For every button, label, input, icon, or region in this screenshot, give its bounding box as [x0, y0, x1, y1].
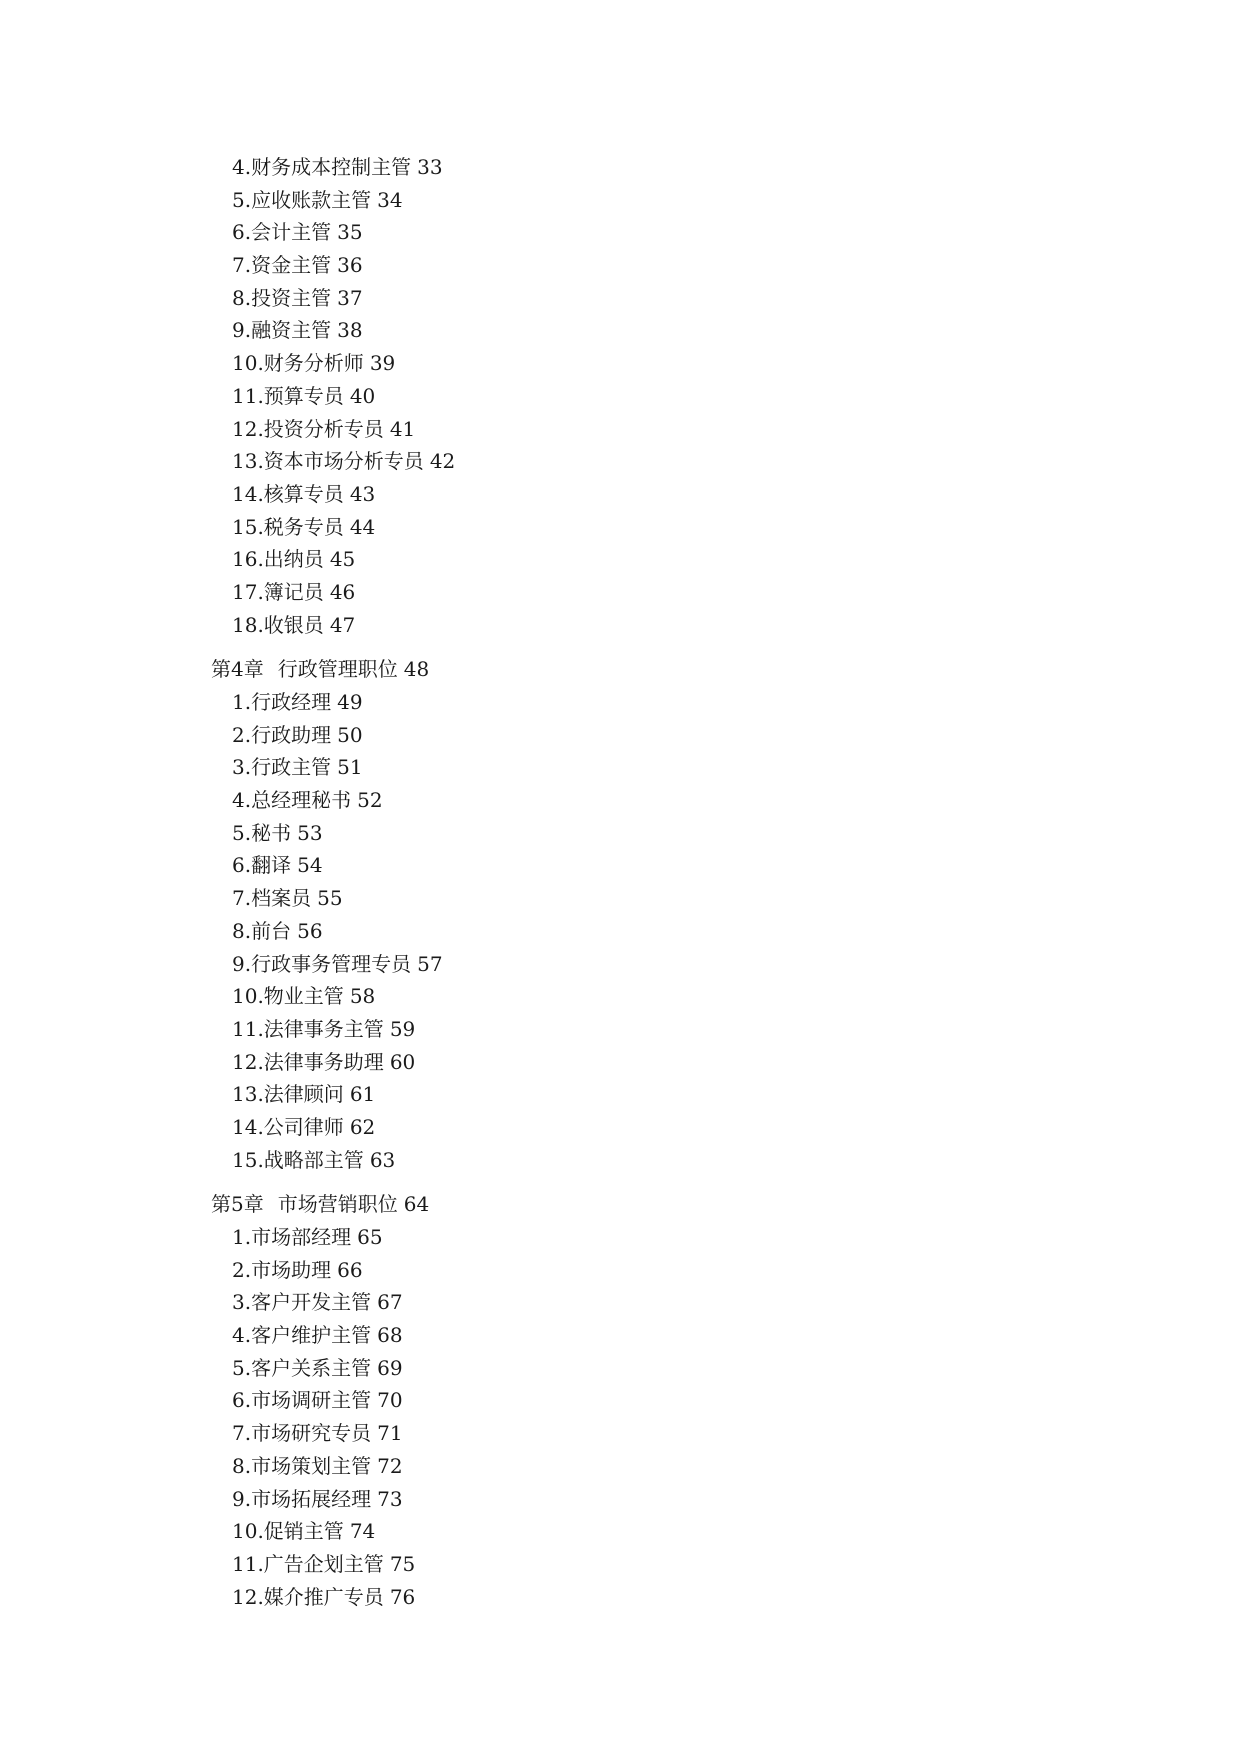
toc-entry-page-number: 33: [417, 155, 443, 179]
toc-entry: [0, 184, 1241, 217]
toc-entry: [0, 784, 1241, 817]
toc-entry-label: 15.税务专员: [232, 514, 344, 539]
toc-entry-label: 4.总经理秘书: [232, 788, 352, 813]
toc-entry: [0, 609, 1241, 642]
toc-entry-page-number: 46: [329, 579, 356, 604]
toc-entry-label: 11.预算专员: [232, 383, 344, 408]
chapter-title: 行政管理职位: [277, 657, 398, 682]
toc-entry-page-number: 50: [337, 722, 363, 747]
toc-entry-page-number: 66: [337, 1257, 363, 1282]
toc-entry-page-number: 44: [349, 514, 376, 539]
toc-entry-page-number: 60: [389, 1049, 416, 1074]
toc-entry: [0, 1581, 1241, 1614]
toc-entry-label: 8.前台: [232, 918, 292, 943]
toc-entry: [0, 1319, 1241, 1352]
toc-entry-label: 16.出纳员: [232, 547, 324, 572]
toc-entry-page-number: 35: [337, 220, 363, 245]
toc-entry-label: 7.市场研究专员: [232, 1421, 372, 1446]
toc-entry: [0, 413, 1241, 446]
toc-entry-label: 11.广告企划主管: [232, 1551, 384, 1576]
toc-entry-label: 3.行政主管: [232, 755, 332, 780]
chapter-page-number: 48: [403, 657, 430, 682]
chapter-number: 第5章: [211, 1192, 264, 1217]
table-of-contents: [0, 151, 1241, 1613]
toc-entry-label: 6.市场调研主管: [232, 1388, 372, 1413]
toc-entry: [0, 1144, 1241, 1177]
toc-entry: [0, 1548, 1241, 1581]
toc-entry-page-number: 51: [337, 755, 363, 780]
toc-entry-label: 5.秘书: [232, 820, 292, 845]
toc-entry: [0, 1384, 1241, 1417]
toc-entry: [0, 314, 1241, 347]
toc-entry: [0, 1352, 1241, 1385]
toc-entry-page-number: 73: [377, 1486, 403, 1511]
toc-entry-label: 6.翻译: [232, 853, 292, 878]
toc-entry: [0, 445, 1241, 478]
toc-entry-label: 5.客户关系主管: [232, 1355, 372, 1380]
toc-entry-label: 8.投资主管: [232, 285, 332, 310]
toc-entry: [0, 151, 1241, 184]
toc-entry: [0, 249, 1241, 282]
toc-entry-label: 9.行政事务管理专员: [232, 951, 412, 976]
toc-entry-page-number: 42: [429, 449, 456, 474]
toc-entry-label: 1.市场部经理: [232, 1225, 352, 1249]
toc-entry-page-number: 56: [297, 918, 323, 943]
toc-entry-page-number: 72: [377, 1453, 403, 1478]
toc-entry-label: 15.战略部主管: [232, 1147, 364, 1172]
toc-entry-page-number: 53: [297, 820, 323, 845]
toc-entry: [0, 1046, 1241, 1079]
toc-entry: [0, 1417, 1241, 1450]
toc-entry: [0, 1286, 1241, 1319]
toc-entry-label: 4.财务成本控制主管: [232, 155, 412, 179]
toc-entry-page-number: 37: [337, 285, 363, 310]
chapter-heading: [0, 653, 1241, 686]
toc-entry-page-number: 34: [377, 187, 403, 212]
toc-entry-page-number: 58: [349, 984, 376, 1009]
toc-entry: [0, 380, 1241, 413]
chapter-heading: [0, 1188, 1241, 1221]
toc-entry-label: 4.客户维护主管: [232, 1323, 372, 1348]
toc-entry-page-number: 40: [349, 383, 376, 408]
toc-entry-page-number: 75: [389, 1551, 416, 1576]
toc-entry-page-number: 38: [337, 318, 363, 343]
toc-entry: [0, 1483, 1241, 1516]
toc-entry-page-number: 61: [349, 1082, 376, 1107]
toc-entry-page-number: 57: [417, 951, 443, 976]
toc-entry-label: 9.融资主管: [232, 318, 332, 343]
toc-entry-label: 12.法律事务助理: [232, 1049, 384, 1074]
toc-entry-label: 18.收银员: [232, 612, 324, 637]
toc-entry-label: 12.投资分析专员: [232, 416, 384, 441]
toc-entry-label: 14.公司律师: [232, 1114, 344, 1139]
toc-entry-page-number: 45: [329, 547, 356, 572]
toc-entry: [0, 216, 1241, 249]
toc-entry-page-number: 47: [329, 612, 356, 637]
toc-entry-label: 6.会计主管: [232, 220, 332, 245]
toc-entry-page-number: 41: [389, 416, 416, 441]
toc-entry: [0, 948, 1241, 981]
toc-entry-label: 7.资金主管: [232, 253, 332, 278]
toc-entry-label: 5.应收账款主管: [232, 187, 372, 212]
toc-entry: [0, 511, 1241, 544]
toc-entry: [0, 1450, 1241, 1483]
toc-entry: [0, 882, 1241, 915]
toc-entry: [0, 980, 1241, 1013]
toc-entry-page-number: 55: [317, 886, 343, 911]
toc-entry-label: 17.簿记员: [232, 579, 324, 604]
chapter-number: 第4章: [211, 657, 264, 682]
toc-entry-label: 13.资本市场分析专员: [232, 449, 424, 474]
toc-entry-page-number: 71: [377, 1421, 403, 1446]
toc-entry-label: 10.财务分析师: [232, 351, 364, 376]
toc-entry-label: 2.市场助理: [232, 1257, 332, 1282]
toc-entry: [0, 478, 1241, 511]
toc-entry: [0, 1111, 1241, 1144]
chapter-page-number: 64: [403, 1192, 430, 1217]
toc-entry: [0, 1515, 1241, 1548]
toc-entry-page-number: 49: [337, 690, 363, 714]
toc-entry-page-number: 39: [369, 351, 396, 376]
toc-entry-label: 12.媒介推广专员: [232, 1584, 384, 1609]
toc-entry-page-number: 43: [349, 481, 376, 506]
toc-entry: [0, 1013, 1241, 1046]
toc-entry-page-number: 76: [389, 1584, 416, 1609]
toc-entry: [0, 817, 1241, 850]
toc-entry-page-number: 62: [349, 1114, 376, 1139]
toc-entry-page-number: 74: [349, 1519, 376, 1544]
toc-entry: [0, 543, 1241, 576]
toc-entry-label: 3.客户开发主管: [232, 1290, 372, 1315]
toc-entry: [0, 849, 1241, 882]
toc-entry-label: 14.核算专员: [232, 481, 344, 506]
toc-entry-page-number: 36: [337, 253, 363, 278]
toc-entry-label: 1.行政经理: [232, 690, 332, 714]
toc-entry-page-number: 69: [377, 1355, 403, 1380]
toc-entry: [0, 1221, 1241, 1254]
toc-entry-label: 10.促销主管: [232, 1519, 344, 1544]
toc-entry: [0, 347, 1241, 380]
toc-entry-page-number: 59: [389, 1016, 416, 1041]
toc-entry: [0, 576, 1241, 609]
toc-entry-page-number: 52: [357, 788, 383, 813]
toc-entry: [0, 686, 1241, 719]
toc-entry: [0, 751, 1241, 784]
toc-entry-label: 7.档案员: [232, 886, 312, 911]
toc-entry: [0, 1254, 1241, 1287]
toc-entry-page-number: 68: [377, 1323, 403, 1348]
toc-entry-page-number: 54: [297, 853, 323, 878]
toc-entry: [0, 282, 1241, 315]
toc-entry: [0, 915, 1241, 948]
toc-entry-label: 9.市场拓展经理: [232, 1486, 372, 1511]
toc-entry-page-number: 70: [377, 1388, 403, 1413]
toc-entry-label: 8.市场策划主管: [232, 1453, 372, 1478]
toc-entry-label: 11.法律事务主管: [232, 1016, 384, 1041]
toc-entry: [0, 719, 1241, 752]
toc-entry-page-number: 65: [357, 1225, 383, 1249]
toc-entry-label: 10.物业主管: [232, 984, 344, 1009]
toc-entry-label: 13.法律顾问: [232, 1082, 344, 1107]
toc-entry-page-number: 63: [369, 1147, 396, 1172]
toc-entry-page-number: 67: [377, 1290, 403, 1315]
toc-entry: [0, 1078, 1241, 1111]
chapter-title: 市场营销职位: [277, 1192, 398, 1217]
toc-entry-label: 2.行政助理: [232, 722, 332, 747]
